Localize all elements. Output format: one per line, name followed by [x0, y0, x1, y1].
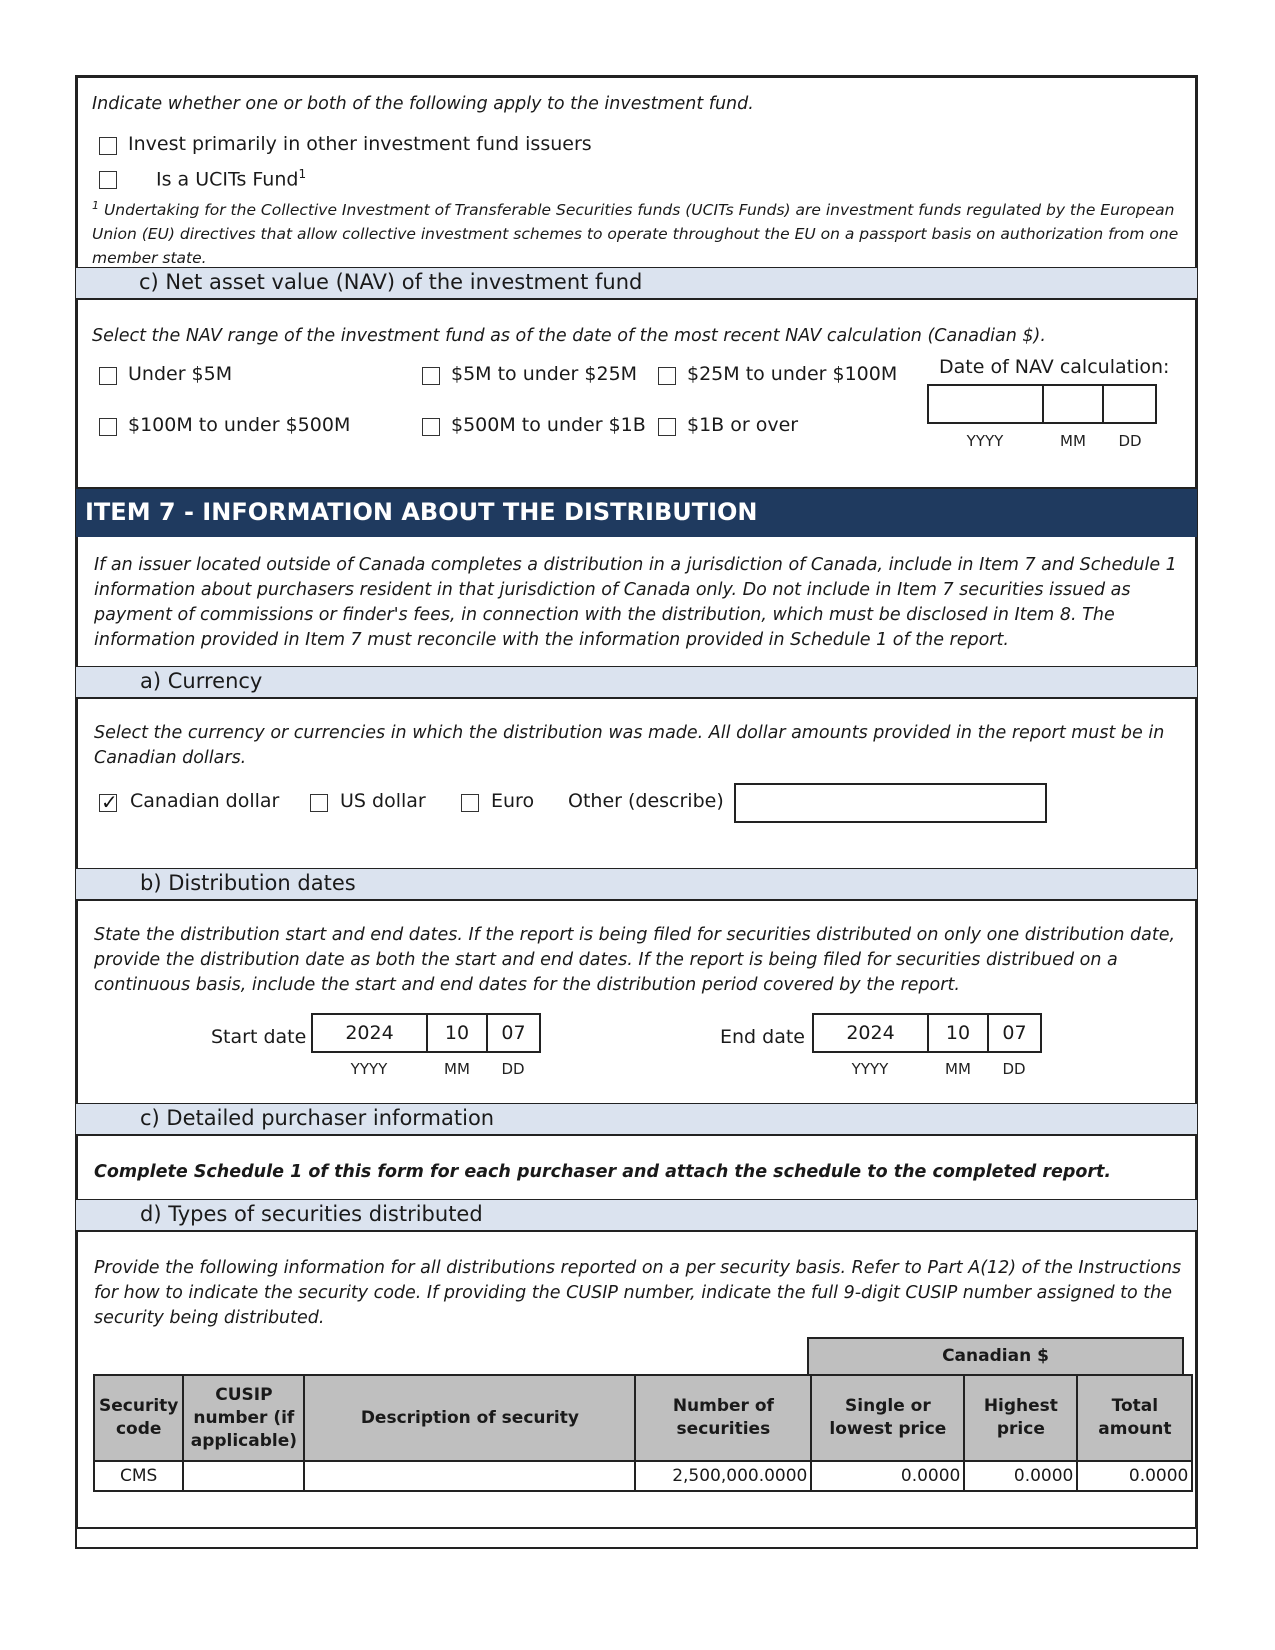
checkbox-invest-other-funds[interactable]: [99, 137, 117, 155]
dates-instruction: State the distribution start and end dates. If the report is being filed for securities distributed on only one distribution date, provide the distribution date as both the start and end dates. If the report is being filed for securities distribued on a continuous basis, include the start and end dates for the distribution period covered by the report.: [94, 925, 1176, 995]
nav-date-yyyy-sub: YYYY: [966, 432, 1004, 450]
col-single-lowest-price: Single or lowest price: [811, 1375, 964, 1461]
securities-title: d) Types of securities distributed: [140, 1202, 483, 1226]
start-date-yyyy-sub: YYYY: [350, 1060, 388, 1078]
col-cusip: CUSIP number (if applicable): [183, 1375, 304, 1461]
end-date-yyyy-input[interactable]: 2024: [812, 1013, 929, 1053]
start-date-mm-input[interactable]: 10: [426, 1013, 488, 1053]
checkbox-nav-25m-100m[interactable]: [658, 367, 676, 385]
end-date-dd-input[interactable]: 07: [987, 1013, 1042, 1053]
nav-date-yyyy-input[interactable]: [927, 384, 1044, 424]
purchaser-instruction: Complete Schedule 1 of this form for each purchaser and attach the schedule to the completed report.: [94, 1162, 1112, 1182]
other-currency-input[interactable]: [734, 783, 1047, 823]
label-invest-other-funds: Invest primarily in other investment fund issuers: [128, 133, 592, 155]
item7-header: ITEM 7 - INFORMATION ABOUT THE DISTRIBUTION: [76, 489, 1197, 537]
checkbox-euro[interactable]: [461, 794, 479, 812]
start-date-yyyy-input[interactable]: 2024: [311, 1013, 428, 1053]
checkbox-nav-5m-25m[interactable]: [422, 367, 440, 385]
fund-applies-instruction: Indicate whether one or both of the following apply to the investment fund.: [92, 94, 754, 114]
start-date-mm-sub: MM: [444, 1060, 470, 1078]
end-date-mm-sub: MM: [945, 1060, 971, 1078]
checkbox-nav-500m-1b[interactable]: [422, 418, 440, 436]
label-euro: Euro: [491, 790, 535, 812]
checkbox-nav-100m-500m[interactable]: [99, 418, 117, 436]
label-nav-25m-100m: $25M to under $100M: [687, 363, 898, 385]
cell-number-of-securities[interactable]: 2,500,000.0000: [635, 1461, 811, 1491]
cell-total-amount[interactable]: 0.0000: [1077, 1461, 1192, 1491]
securities-table: [93, 1374, 1193, 1492]
cell-single-lowest-price[interactable]: 0.0000: [811, 1461, 964, 1491]
ucits-footnote: $^1$ Undertaking for the Collective Investment of Transferable Securities funds (UCITs Funds) are investment funds regulated by the European Union (EU) directives that allow collective investment schemes to operate throughout the EU on a passport basis on authorization from one member state.: [92, 199, 1179, 268]
label-nav-under-5m: Under $5M: [128, 363, 233, 385]
cell-highest-price[interactable]: 0.0000: [964, 1461, 1077, 1491]
dates-title: b) Distribution dates: [140, 871, 356, 895]
checkbox-nav-1b-over[interactable]: [658, 418, 676, 436]
label-nav-5m-25m: $5M to under $25M: [451, 363, 638, 385]
nav-date-label: Date of NAV calculation:: [939, 356, 1170, 378]
label-ucits-fund: Is a UCITs Fund$^1$: [156, 167, 307, 191]
item7-intro: If an issuer located outside of Canada completes a distribution in a jurisdiction of Canada, include in Item 7 and Schedule 1 information about purchasers resident in that jurisdiction of Canada only. Do not include in Item 7 securities issued as payment of commissions or finder's fees, in connection with the distribution, which must be disclosed in Item 8. The information provided in Item 7 must reconcile with the information provided in Schedule 1 of the report.: [94, 555, 1177, 650]
nav-date-dd-sub: DD: [1118, 432, 1142, 450]
currency-instruction: Select the currency or currencies in which the distribution was made. All dollar amounts provided in the report must be in Canadian dollars.: [94, 723, 1165, 768]
start-date-dd-sub: DD: [501, 1060, 525, 1078]
label-nav-500m-1b: $500M to under $1B: [451, 414, 646, 436]
label-canadian-dollar: Canadian dollar: [130, 790, 280, 812]
canadian-dollar-group-header: Canadian $: [807, 1337, 1184, 1376]
end-date-mm-input[interactable]: 10: [927, 1013, 989, 1053]
purchaser-title: c) Detailed purchaser information: [140, 1106, 495, 1130]
nav-date-dd-input[interactable]: [1102, 384, 1157, 424]
label-us-dollar: US dollar: [340, 790, 426, 812]
col-description: Description of security: [304, 1375, 635, 1461]
col-total-amount: Total amount: [1077, 1375, 1192, 1461]
cell-cusip[interactable]: [183, 1461, 304, 1491]
securities-instruction: Provide the following information for all distributions reported on a per security basis. Refer to Part A(12) of the Instructions for how to indicate the security code. If providing the CUSIP number, indicate the full 9-digit CUSIP number assigned to the security being distributed.: [94, 1258, 1182, 1328]
table-row: [94, 1461, 1192, 1491]
nav-section-title: c) Net asset value (NAV) of the investment fund: [139, 270, 643, 294]
start-date-dd-input[interactable]: 07: [486, 1013, 541, 1053]
checkbox-us-dollar[interactable]: [310, 794, 328, 812]
label-nav-100m-500m: $100M to under $500M: [128, 414, 351, 436]
start-date-label: Start date: [211, 1026, 307, 1048]
label-other-currency: Other (describe): [568, 790, 724, 812]
nav-date-mm-input[interactable]: [1042, 384, 1104, 424]
checkbox-ucits-fund[interactable]: [99, 171, 117, 189]
end-date-label: End date: [720, 1026, 805, 1048]
nav-instruction: Select the NAV range of the investment fund as of the date of the most recent NAV calculation (Canadian $).: [92, 326, 1046, 346]
checkbox-nav-under-5m[interactable]: [99, 367, 117, 385]
checkbox-canadian-dollar[interactable]: [99, 794, 117, 812]
cell-security-code[interactable]: CMS: [94, 1461, 183, 1491]
end-date-yyyy-sub: YYYY: [851, 1060, 889, 1078]
end-date-dd-sub: DD: [1002, 1060, 1026, 1078]
col-number-of-securities: Number of securities: [635, 1375, 811, 1461]
cell-description[interactable]: [304, 1461, 635, 1491]
label-nav-1b-over: $1B or over: [687, 414, 799, 436]
col-security-code: Security code: [94, 1375, 183, 1461]
currency-title: a) Currency: [140, 669, 263, 693]
col-highest-price: Highest price: [964, 1375, 1077, 1461]
nav-date-mm-sub: MM: [1060, 432, 1086, 450]
